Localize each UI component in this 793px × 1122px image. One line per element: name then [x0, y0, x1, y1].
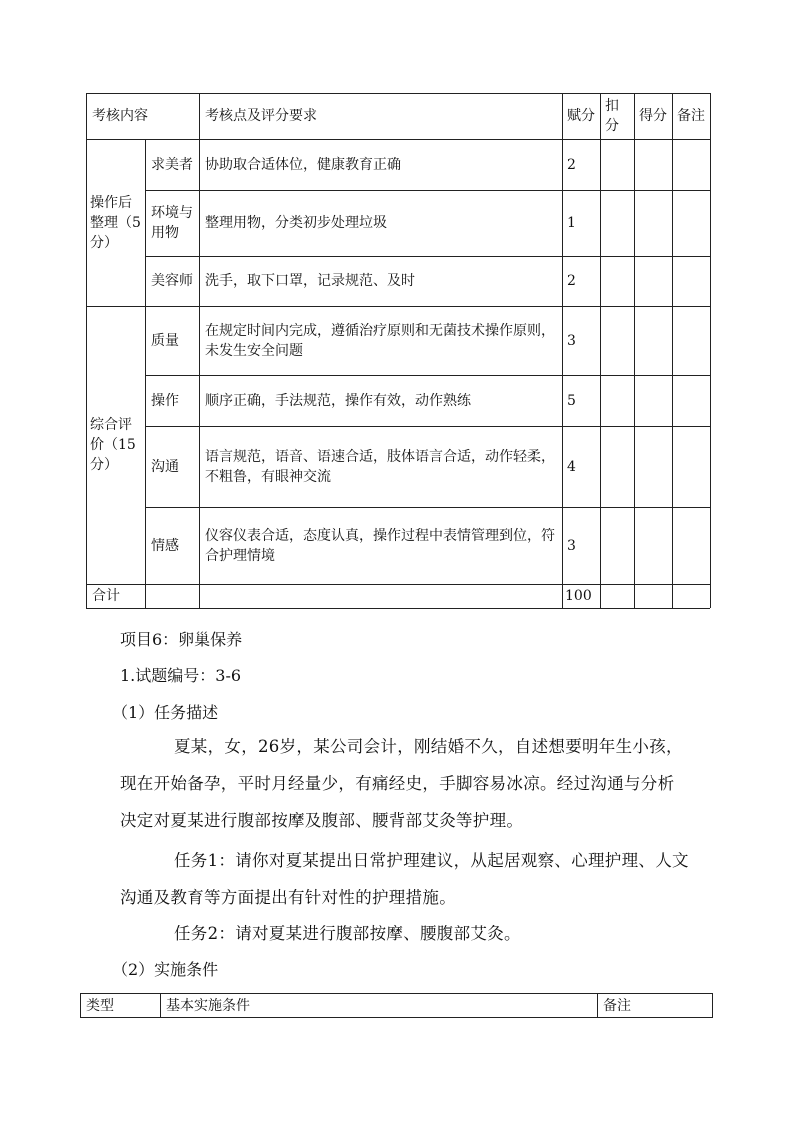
- criterion-score: 2: [567, 156, 576, 173]
- section-task-description: （1）任务描述: [112, 703, 219, 722]
- criterion-name: 美容师: [151, 273, 193, 289]
- table-border: [86, 584, 710, 585]
- header-cell: 得分: [639, 108, 667, 124]
- header-cell: 考核内容: [92, 108, 148, 124]
- header-cell: 备注: [677, 108, 705, 124]
- criterion-name: 求美者: [151, 156, 193, 173]
- table-border: [562, 93, 563, 608]
- table-border: [86, 608, 710, 609]
- criterion-name: 环境与用物: [151, 205, 193, 241]
- table-border: [600, 93, 601, 608]
- task-paragraph: 夏某，女，26岁，某公司会计，刚结婚不久，自述想要明年生小孩，现在开始备孕，平时月经量少，有痛经史，手脚容易冰凉。经过沟通与分析决定对夏某进行腹部按摩及腹部、腰背部艾灸等护理。: [120, 737, 683, 830]
- header-cell: 考核点及评分要求: [205, 108, 317, 124]
- table-border: [80, 993, 81, 1018]
- criterion-name: 情感: [151, 537, 179, 554]
- table-border: [712, 993, 713, 1018]
- project-title: 项目6：卵巢保养: [120, 630, 243, 649]
- table-border: [597, 993, 598, 1018]
- task1-paragraph: 任务1：请你对夏某提出日常护理建议，从起居观察、心理护理、人文沟通及教育等方面提出有针对性的护理措施。: [120, 851, 689, 907]
- criterion-requirement: 协助取合适体位，健康教育正确: [205, 156, 401, 173]
- header-cell: 类型: [86, 997, 114, 1014]
- header-cell: 扣分: [605, 98, 619, 134]
- table-border: [710, 93, 711, 608]
- section-conditions: （2）实施条件: [112, 960, 219, 979]
- header-cell: 备注: [603, 997, 631, 1014]
- header-cell: 基本实施条件: [166, 997, 250, 1014]
- table-border: [199, 93, 200, 608]
- criterion-requirement: 在规定时间内完成，遵循治疗原则和无菌技术操作原则，未发生安全问题: [205, 322, 555, 359]
- criterion-score: 1: [567, 215, 576, 231]
- criterion-name: 沟通: [151, 458, 179, 475]
- criterion-score: 3: [567, 332, 576, 349]
- criterion-score: 5: [567, 392, 576, 409]
- group-label: 综合评价（15分）: [90, 417, 136, 473]
- criterion-requirement: 顺序正确，手法规范，操作有效，动作熟练: [205, 392, 471, 409]
- table-border: [145, 139, 146, 608]
- table-border: [160, 993, 161, 1018]
- table-border: [86, 93, 87, 608]
- question-number: 1.试题编号：3-6: [120, 666, 242, 685]
- task2-paragraph: 任务2：请对夏某进行腹部按摩、腰腹部艾灸。: [174, 924, 521, 943]
- group-label: 操作后整理（5分）: [90, 194, 141, 251]
- table-border: [80, 1017, 712, 1018]
- header-cell: 赋分: [567, 108, 595, 124]
- total-score: 100: [565, 588, 592, 604]
- criterion-requirement: 整理用物，分类初步处理垃圾: [205, 215, 387, 231]
- total-label: 合计: [92, 588, 120, 604]
- criterion-score: 3: [567, 537, 576, 554]
- table-border: [634, 93, 635, 608]
- criterion-name: 质量: [151, 332, 179, 349]
- criterion-requirement: 语言规范，语音、语速合适，肢体语言合适，动作轻柔，不粗鲁，有眼神交流: [205, 448, 555, 485]
- criterion-score: 2: [567, 273, 576, 289]
- criterion-requirement: 仪容仪表合适，态度认真，操作过程中表情管理到位，符合护理情境: [205, 527, 555, 564]
- table-border: [672, 93, 673, 608]
- criterion-requirement: 洗手，取下口罩，记录规范、及时: [205, 273, 415, 289]
- criterion-score: 4: [567, 458, 576, 475]
- criterion-name: 操作: [151, 392, 179, 409]
